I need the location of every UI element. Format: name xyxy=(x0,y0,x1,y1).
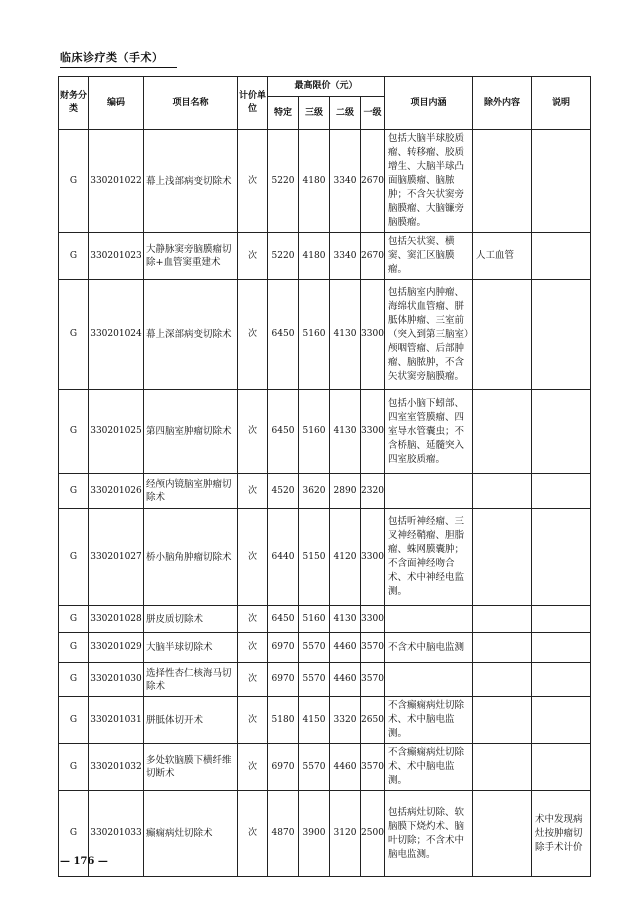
cell-price-level2: 4460 xyxy=(330,633,361,663)
header-unit: 计价单位 xyxy=(238,77,268,130)
cell-name: 胼胝体切开术 xyxy=(144,697,238,744)
cell-unit: 次 xyxy=(238,474,268,509)
cell-notes xyxy=(532,233,591,280)
cell-name: 幕上深部病变切除术 xyxy=(144,280,238,390)
cell-name: 桥小脑角肿瘤切除术 xyxy=(144,509,238,606)
cell-unit: 次 xyxy=(238,130,268,233)
cell-code: 330201030 xyxy=(89,663,144,697)
cell-code: 330201032 xyxy=(89,744,144,791)
cell-name: 选择性杏仁核海马切除术 xyxy=(144,663,238,697)
cell-notes xyxy=(532,390,591,474)
cell-unit: 次 xyxy=(238,233,268,280)
header-price-level2: 二级 xyxy=(330,97,361,130)
table-row xyxy=(59,791,591,877)
cell-price-special: 6970 xyxy=(268,633,299,663)
table-row xyxy=(59,633,591,663)
section-category-label: 临床诊疗类（手术） xyxy=(60,49,177,68)
cell-price-level3: 5570 xyxy=(299,663,330,697)
cell-price-level3: 4180 xyxy=(299,130,330,233)
cell-exclusions xyxy=(473,509,532,606)
cell-notes xyxy=(532,633,591,663)
cell-finance: G xyxy=(59,130,89,233)
cell-content: 不含术中脑电监测 xyxy=(385,633,473,663)
cell-name: 幕上浅部病变切除术 xyxy=(144,130,238,233)
cell-finance: G xyxy=(59,663,89,697)
cell-price-level2: 4130 xyxy=(330,280,361,390)
cell-unit: 次 xyxy=(238,697,268,744)
table-row xyxy=(59,606,591,633)
cell-finance: G xyxy=(59,390,89,474)
cell-price-level3: 5570 xyxy=(299,744,330,791)
cell-name: 大脑半球切除术 xyxy=(144,633,238,663)
pricing-table xyxy=(58,76,591,877)
cell-unit: 次 xyxy=(238,791,268,877)
cell-finance: G xyxy=(59,233,89,280)
cell-price-level1: 2670 xyxy=(361,130,385,233)
cell-content xyxy=(385,663,473,697)
cell-price-level1: 2320 xyxy=(361,474,385,509)
cell-exclusions xyxy=(473,697,532,744)
cell-price-level1: 3300 xyxy=(361,390,385,474)
cell-finance: G xyxy=(59,280,89,390)
cell-exclusions xyxy=(473,744,532,791)
table-row xyxy=(59,744,591,791)
header-max-price: 最高限价（元） xyxy=(268,77,385,97)
cell-notes xyxy=(532,744,591,791)
cell-exclusions xyxy=(473,791,532,877)
cell-price-level1: 3300 xyxy=(361,606,385,633)
cell-exclusions xyxy=(473,663,532,697)
cell-notes xyxy=(532,697,591,744)
table-row xyxy=(59,130,591,233)
cell-content xyxy=(385,474,473,509)
cell-finance: G xyxy=(59,509,89,606)
cell-code: 330201033 xyxy=(89,791,144,877)
cell-notes xyxy=(532,474,591,509)
cell-content: 包括矢状窦、横窦、窦汇区脑膜瘤。 xyxy=(385,233,473,280)
cell-price-level2: 4130 xyxy=(330,606,361,633)
header-finance-category: 财务分类 xyxy=(59,77,89,130)
cell-price-level1: 3570 xyxy=(361,744,385,791)
cell-content: 不含癫痫病灶切除术、术中脑电监测。 xyxy=(385,744,473,791)
cell-price-level2: 2890 xyxy=(330,474,361,509)
cell-price-level3: 5150 xyxy=(299,509,330,606)
cell-price-special: 5220 xyxy=(268,233,299,280)
cell-price-level3: 5160 xyxy=(299,390,330,474)
table-row xyxy=(59,233,591,280)
cell-notes: 术中发现病灶按肿瘤切除手术计价 xyxy=(532,791,591,877)
cell-code: 330201028 xyxy=(89,606,144,633)
header-item-content: 项目内涵 xyxy=(385,77,473,130)
cell-price-level3: 4150 xyxy=(299,697,330,744)
cell-unit: 次 xyxy=(238,509,268,606)
page-number: — 176 — xyxy=(60,856,108,867)
cell-price-special: 5220 xyxy=(268,130,299,233)
cell-content xyxy=(385,606,473,633)
cell-price-level1: 2650 xyxy=(361,697,385,744)
header-exclusions: 除外内容 xyxy=(473,77,532,130)
cell-exclusions: 人工血管 xyxy=(473,233,532,280)
cell-price-level2: 4130 xyxy=(330,390,361,474)
cell-notes xyxy=(532,663,591,697)
cell-content: 包括大脑半球胶质瘤、转移瘤、胶质增生、大脑半球凸面脑膜瘤、脑脓肿；不含矢状窦旁脑膜瘤、大脑镰旁脑膜瘤。 xyxy=(385,130,473,233)
cell-exclusions xyxy=(473,633,532,663)
cell-code: 330201024 xyxy=(89,280,144,390)
cell-price-level1: 3570 xyxy=(361,663,385,697)
cell-price-level3: 3620 xyxy=(299,474,330,509)
cell-price-special: 6450 xyxy=(268,606,299,633)
cell-price-level2: 3340 xyxy=(330,233,361,280)
cell-notes xyxy=(532,509,591,606)
cell-name: 经颅内镜脑室肿瘤切除术 xyxy=(144,474,238,509)
cell-code: 330201025 xyxy=(89,390,144,474)
cell-finance: G xyxy=(59,697,89,744)
cell-code: 330201023 xyxy=(89,233,144,280)
cell-notes xyxy=(532,130,591,233)
cell-unit: 次 xyxy=(238,390,268,474)
cell-notes xyxy=(532,280,591,390)
table-row xyxy=(59,697,591,744)
header-price-level3: 三级 xyxy=(299,97,330,130)
cell-price-level2: 3120 xyxy=(330,791,361,877)
cell-name: 大静脉窦旁脑膜瘤切除+血管窦重建术 xyxy=(144,233,238,280)
cell-name: 第四脑室肿瘤切除术 xyxy=(144,390,238,474)
cell-price-special: 6450 xyxy=(268,280,299,390)
table-row xyxy=(59,280,591,390)
cell-content: 不含癫痫病灶切除术、术中脑电监测。 xyxy=(385,697,473,744)
table-row xyxy=(59,390,591,474)
cell-code: 330201026 xyxy=(89,474,144,509)
cell-price-level2: 3340 xyxy=(330,130,361,233)
cell-exclusions xyxy=(473,474,532,509)
cell-price-special: 4520 xyxy=(268,474,299,509)
cell-price-special: 6970 xyxy=(268,663,299,697)
cell-price-level2: 3320 xyxy=(330,697,361,744)
cell-price-level2: 4120 xyxy=(330,509,361,606)
cell-name: 多处软脑膜下横纤维切断术 xyxy=(144,744,238,791)
cell-exclusions xyxy=(473,390,532,474)
cell-finance: G xyxy=(59,606,89,633)
cell-price-special: 6450 xyxy=(268,390,299,474)
cell-price-special: 6440 xyxy=(268,509,299,606)
cell-price-special: 5180 xyxy=(268,697,299,744)
cell-content: 包括听神经瘤、三叉神经鞘瘤、胆脂瘤、蛛网膜囊肿；不含面神经吻合术、术中神经电监测。 xyxy=(385,509,473,606)
table-row xyxy=(59,509,591,606)
cell-finance: G xyxy=(59,474,89,509)
cell-price-special: 6970 xyxy=(268,744,299,791)
table-row xyxy=(59,474,591,509)
cell-finance: G xyxy=(59,791,89,877)
cell-exclusions xyxy=(473,130,532,233)
cell-content: 包括小脑下蚓部、四室室管膜瘤、四室导水管囊虫；不含桥脑、延髓突入四室胶质瘤。 xyxy=(385,390,473,474)
cell-finance: G xyxy=(59,633,89,663)
cell-price-level3: 3900 xyxy=(299,791,330,877)
cell-code: 330201027 xyxy=(89,509,144,606)
header-code: 编码 xyxy=(89,77,144,130)
cell-unit: 次 xyxy=(238,606,268,633)
cell-exclusions xyxy=(473,280,532,390)
header-item-name: 项目名称 xyxy=(144,77,238,130)
header-price-special: 特定 xyxy=(268,97,299,130)
cell-price-level1: 2670 xyxy=(361,233,385,280)
cell-price-level2: 4460 xyxy=(330,663,361,697)
header-price-level1: 一级 xyxy=(361,97,385,130)
cell-content: 包括脑室内肿瘤、海绵状血管瘤、胼胝体肿瘤、三室前（突入到第三脑室）颅咽管瘤、后部肿瘤、脑脓肿，不含矢状窦旁脑膜瘤。 xyxy=(385,280,473,390)
cell-price-level1: 3300 xyxy=(361,280,385,390)
cell-price-level1: 3300 xyxy=(361,509,385,606)
cell-name: 胼皮质切除术 xyxy=(144,606,238,633)
cell-price-level1: 3570 xyxy=(361,633,385,663)
cell-code: 330201022 xyxy=(89,130,144,233)
cell-unit: 次 xyxy=(238,280,268,390)
cell-notes xyxy=(532,606,591,633)
cell-price-level1: 2500 xyxy=(361,791,385,877)
cell-code: 330201031 xyxy=(89,697,144,744)
cell-finance: G xyxy=(59,744,89,791)
cell-price-level3: 5160 xyxy=(299,280,330,390)
cell-price-level3: 5160 xyxy=(299,606,330,633)
cell-code: 330201029 xyxy=(89,633,144,663)
cell-name: 癫痫病灶切除术 xyxy=(144,791,238,877)
header-notes: 说明 xyxy=(532,77,591,130)
cell-unit: 次 xyxy=(238,663,268,697)
cell-exclusions xyxy=(473,606,532,633)
cell-content: 包括病灶切除、软脑膜下烧灼术、脑叶切除；不含术中脑电监测。 xyxy=(385,791,473,877)
table-row xyxy=(59,663,591,697)
cell-unit: 次 xyxy=(238,744,268,791)
cell-price-level2: 4460 xyxy=(330,744,361,791)
cell-unit: 次 xyxy=(238,633,268,663)
cell-price-level3: 4180 xyxy=(299,233,330,280)
cell-price-special: 4870 xyxy=(268,791,299,877)
cell-price-level3: 5570 xyxy=(299,633,330,663)
